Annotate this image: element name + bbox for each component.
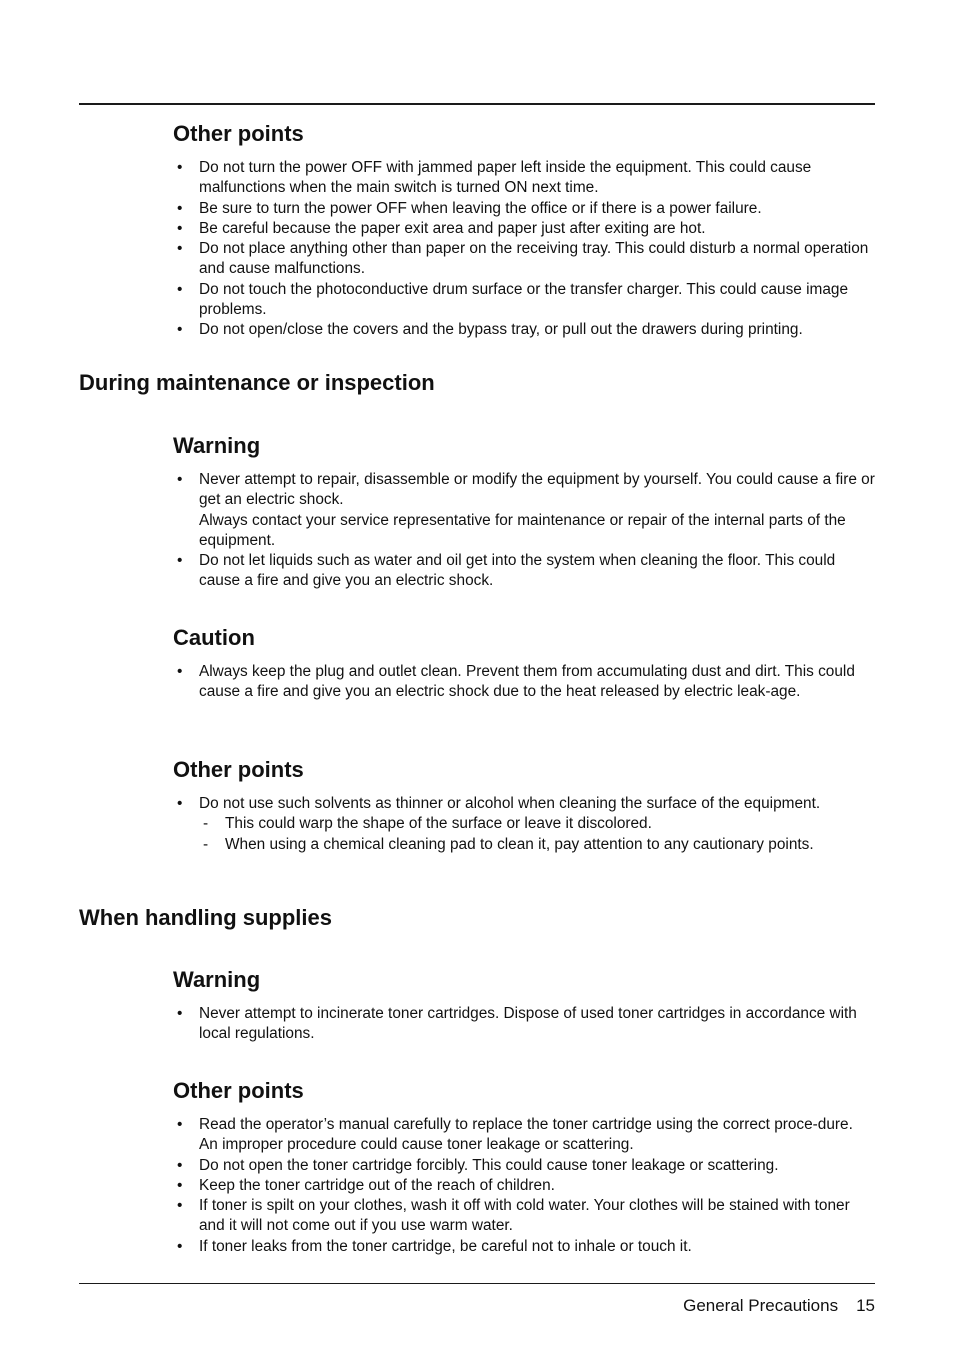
footer-section-title: General Precautions	[683, 1296, 839, 1315]
list-item: • Do not turn the power OFF with jammed paper left inside the equipment. This could cause malfunctions when the main switch is turned ON next time.	[173, 158, 875, 199]
other-points-heading: Other points	[173, 121, 304, 146]
list-item	[173, 794, 875, 855]
list-item: • If toner leaks from the toner cartridge, be careful not to inhale or touch it.	[173, 1237, 875, 1257]
list-item: • Do not let liquids such as water and oil get into the system when cleaning the floor. This could cause a fire and give you an electric shock.	[173, 551, 875, 592]
maintenance-section-heading: During maintenance or inspection	[79, 370, 435, 395]
list-item-text: Do not use such solvents as thinner or alcohol when cleaning the surface of the equipment.	[199, 795, 821, 812]
list-item: • Do not touch the photoconductive drum surface or the transfer charger. This could cause image problems.	[173, 280, 875, 321]
list-item: • If toner is spilt on your clothes, wash it off with cold water. Your clothes will be stained with toner and it will not come out if you use warm water.	[173, 1196, 875, 1237]
list-item: • Do not open/close the covers and the bypass tray, or pull out the drawers during printing.	[173, 320, 875, 340]
list-item: • Do not open the toner cartridge forcibly. This could cause toner leakage or scattering.	[173, 1156, 875, 1176]
sub-list-item: - This could warp the shape of the surface or leave it discolored.	[199, 814, 875, 834]
supplies-warning-heading: Warning	[173, 967, 261, 992]
sub-list-item: - When using a chemical cleaning pad to clean it, pay attention to any cautionary points.	[199, 835, 875, 855]
list-item-text: Never attempt to repair, disassemble or modify the equipment by yourself. You could cause a fire or get an electric shock.	[199, 471, 875, 509]
other-points-list	[173, 158, 875, 341]
maintenance-warning-list	[173, 470, 875, 592]
list-item: • Do not place anything other than paper on the receiving tray. This could disturb a normal operation and cause malfunctions.	[173, 239, 875, 280]
sub-list	[199, 814, 875, 855]
maintenance-caution-heading: Caution	[173, 625, 255, 650]
supplies-other-heading: Other points	[173, 1078, 304, 1103]
maintenance-other-list	[173, 794, 875, 855]
list-item-text: Always contact your service representative for maintenance or repair of the internal parts of the equipment.	[199, 511, 846, 549]
list-item	[173, 470, 875, 551]
maintenance-warning-heading: Warning	[173, 433, 261, 458]
list-item: • Never attempt to incinerate toner cartridges. Dispose of used toner cartridges in accordance with local regulations.	[173, 1004, 875, 1045]
maintenance-caution-list	[173, 662, 875, 703]
maintenance-other-heading: Other points	[173, 757, 304, 782]
supplies-section-heading: When handling supplies	[79, 905, 332, 930]
list-item: • Be careful because the paper exit area and paper just after exiting are hot.	[173, 219, 875, 239]
list-item: • Keep the toner cartridge out of the reach of children.	[173, 1176, 875, 1196]
supplies-other-list	[173, 1115, 875, 1257]
header-rule	[79, 103, 875, 105]
list-item: • Always keep the plug and outlet clean. Prevent them from accumulating dust and dirt. This could cause a fire and give you an electric shock due to the heat released by electric leak-age.	[173, 662, 875, 703]
page-number: 15	[856, 1296, 875, 1315]
list-item: • Be sure to turn the power OFF when leaving the office or if there is a power failure.	[173, 199, 875, 219]
supplies-warning-list	[173, 1004, 875, 1045]
list-item: • Read the operator’s manual carefully to replace the toner cartridge using the correct proce-dure. An improper procedure could cause toner leakage or scattering.	[173, 1115, 875, 1156]
page-footer	[683, 1295, 875, 1317]
footer-rule	[79, 1283, 875, 1284]
